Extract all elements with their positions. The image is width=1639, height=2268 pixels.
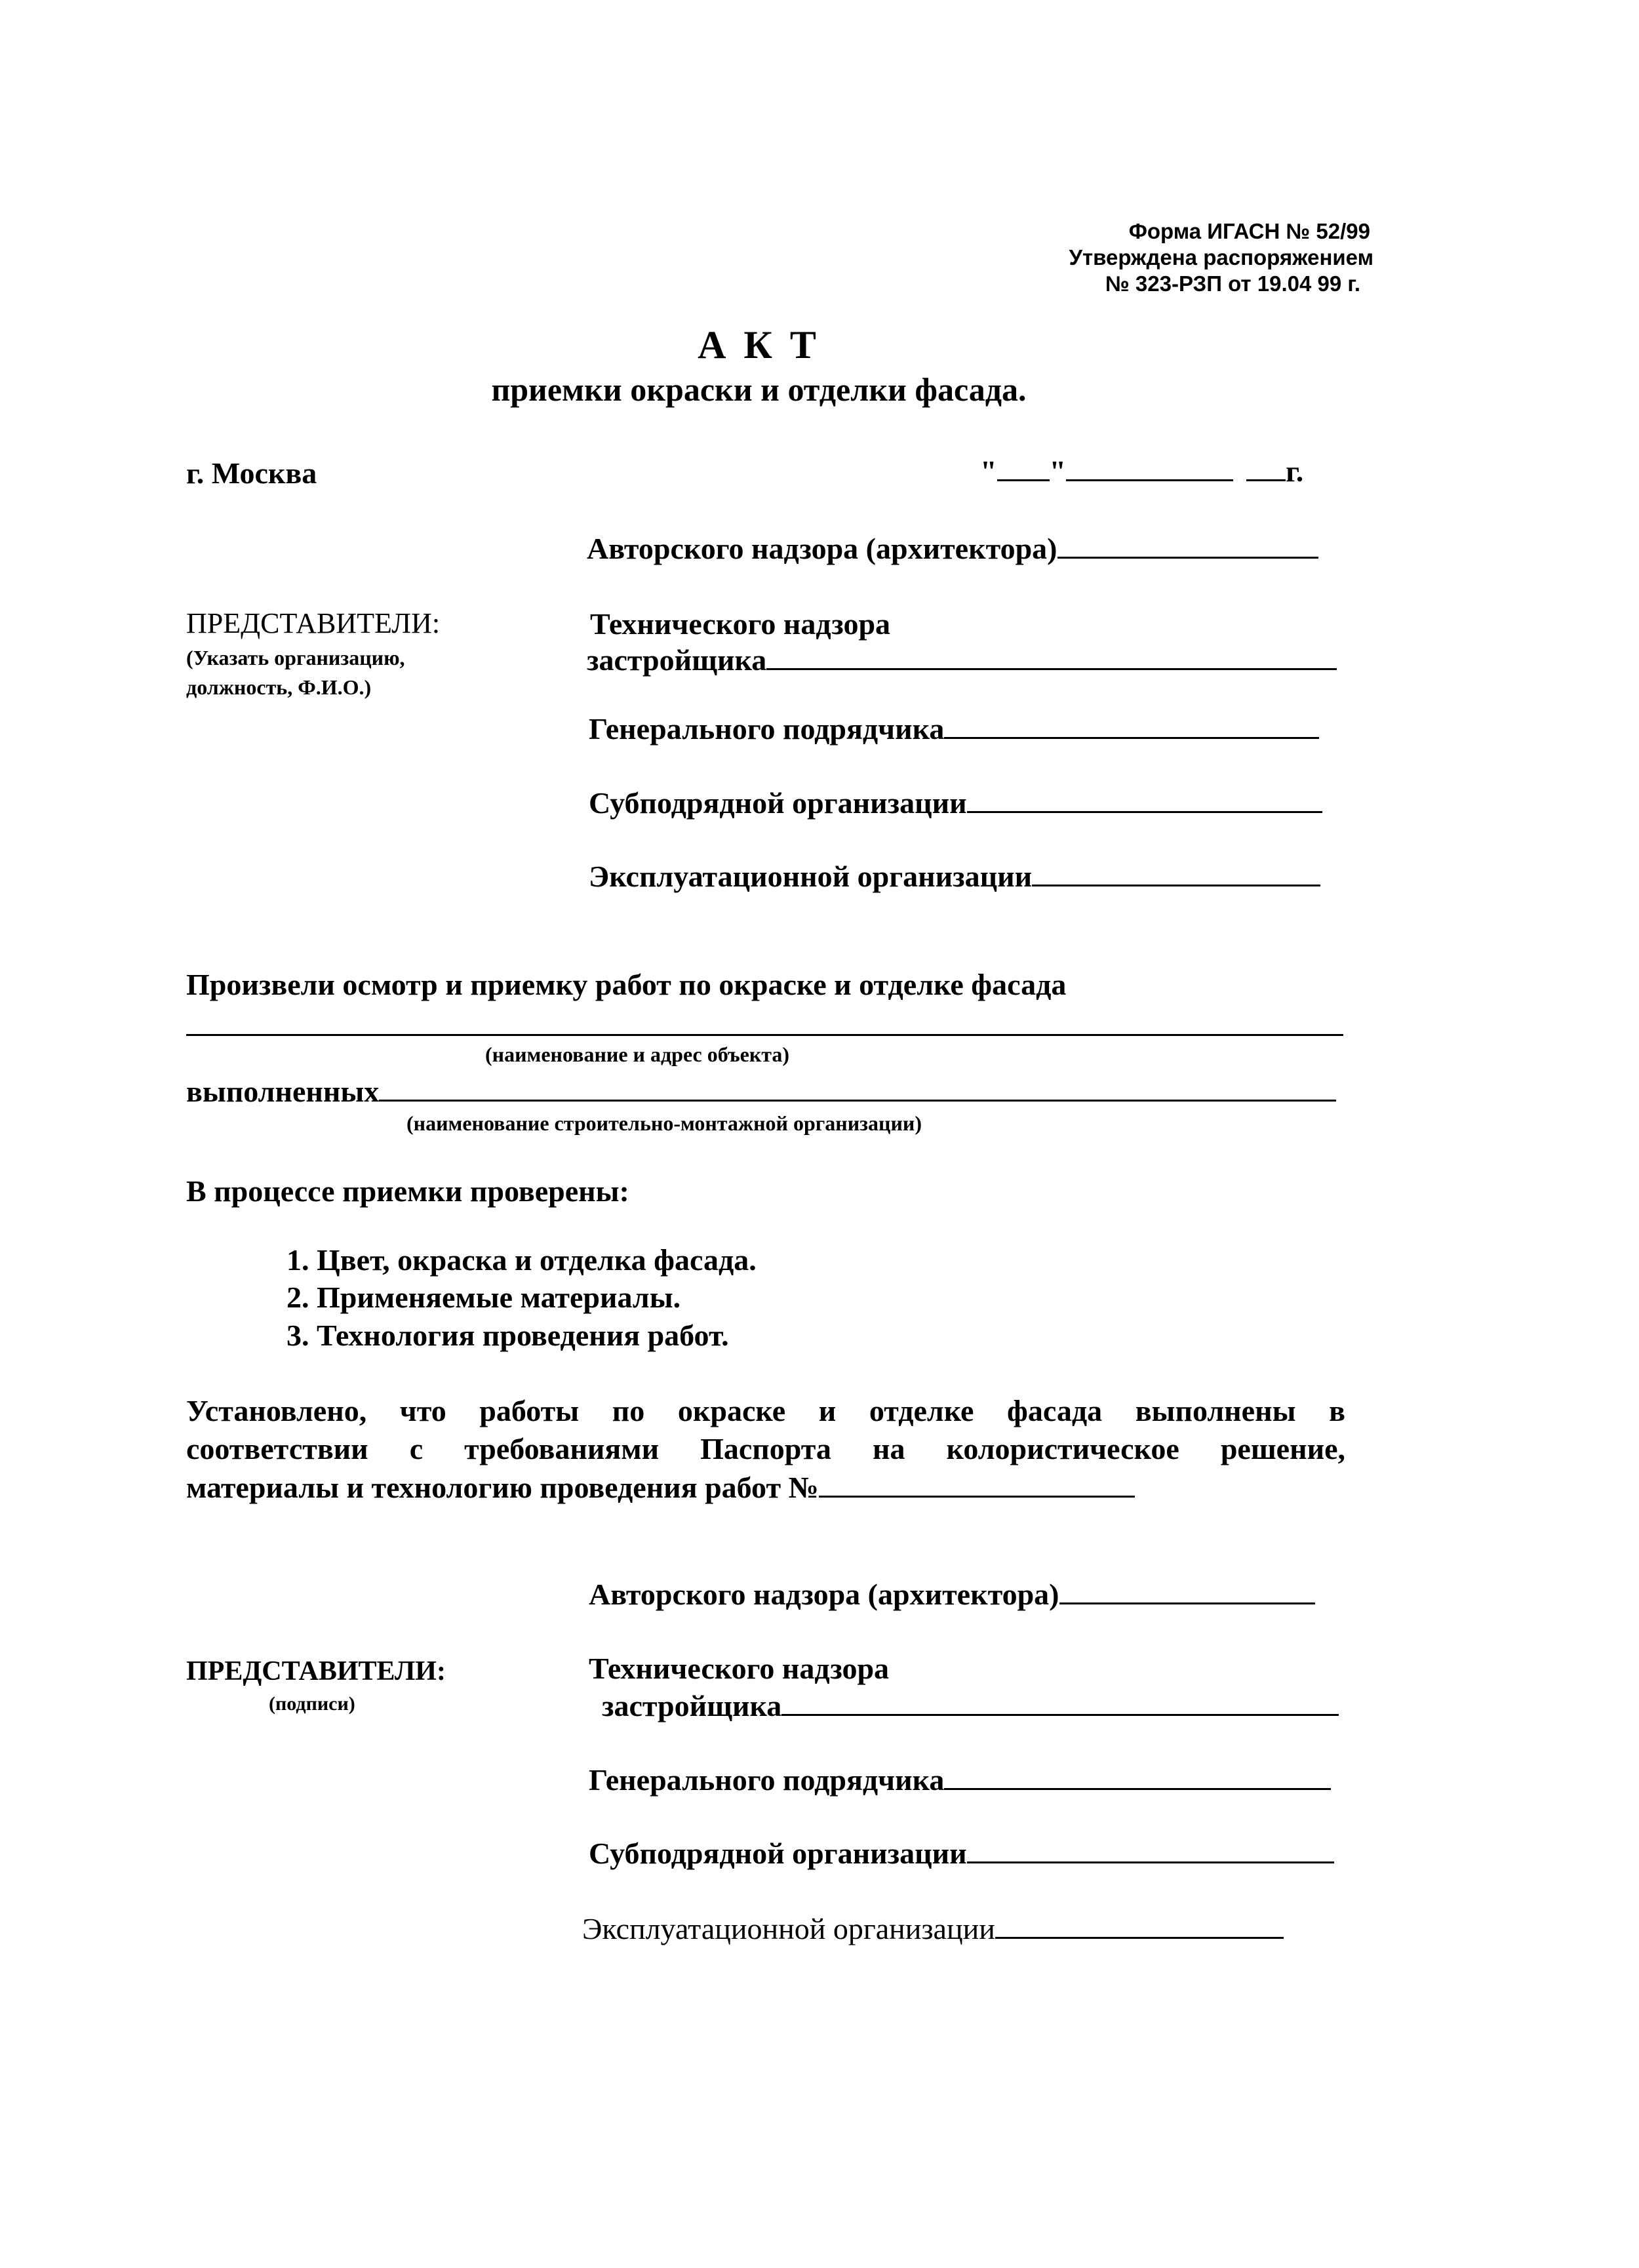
conclusion-word: окраске	[677, 1394, 786, 1427]
subcontractor-label: Субподрядной организации	[589, 786, 967, 820]
conclusion-word: колористическое	[946, 1432, 1179, 1465]
conclusion-word: Установлено,	[186, 1394, 367, 1427]
conclusion-word: по	[612, 1394, 645, 1427]
conclusion-line-3: материалы и технологию проведения работ №	[186, 1471, 819, 1504]
conclusion-word: и	[818, 1394, 837, 1427]
subcontractor-row[interactable]	[589, 786, 1322, 820]
date-field[interactable]	[980, 454, 1303, 488]
passport-number-row[interactable]	[186, 1470, 1135, 1505]
operating-org-label: Эксплуатационной организации	[589, 860, 1033, 893]
representatives-note-1: (Указать организацию,	[186, 646, 405, 669]
representatives-label: ПРЕДСТАВИТЕЛИ:	[186, 607, 441, 639]
developer-label: застройщика	[587, 643, 767, 677]
date-quote-open: "	[980, 454, 997, 488]
sign-author-supervision-label: Авторского надзора (архитектора)	[589, 1578, 1059, 1611]
conclusion-word: Паспорта	[700, 1432, 831, 1465]
conclusion-word: в	[1329, 1394, 1345, 1427]
sign-tech-supervision-row[interactable]	[589, 1688, 1339, 1723]
sign-tech-supervision-label: Технического надзора	[589, 1652, 890, 1685]
tech-supervision-row[interactable]	[587, 643, 1337, 677]
document-title: А К Т	[698, 323, 820, 367]
general-contractor-row[interactable]	[589, 711, 1319, 746]
performed-label: выполненных	[186, 1075, 380, 1108]
conclusion-word: что	[399, 1394, 446, 1427]
form-number: Форма ИГАСН № 52/99	[1128, 219, 1370, 243]
conclusion-word: фасада	[1007, 1394, 1103, 1427]
approval-line: Утверждена распоряжением	[1069, 245, 1373, 269]
sign-author-supervision-row[interactable]	[589, 1577, 1315, 1612]
conclusion-word: выполнены	[1135, 1394, 1296, 1427]
conclusion-word: соответствии	[186, 1432, 368, 1465]
order-reference: № 323-РЗП от 19.04 99 г.	[1105, 271, 1360, 296]
conclusion-word: с	[409, 1432, 424, 1465]
author-supervision-row[interactable]	[587, 531, 1318, 566]
signatures-note: (подписи)	[269, 1693, 355, 1715]
date-quote-close: "	[1049, 454, 1067, 488]
tech-supervision-label: Технического надзора	[590, 607, 891, 641]
inspection-intro: Произвели осмотр и приемку работ по окраске и отделке фасада	[186, 968, 1067, 1001]
representatives-note-2: должность, Ф.И.О.)	[186, 675, 372, 699]
sign-general-contractor-label: Генерального подрядчика	[589, 1763, 945, 1797]
sign-operating-org-label: Эксплуатационной организации	[582, 1912, 995, 1945]
object-caption: (наименование и адрес объекта)	[485, 1043, 790, 1066]
conclusion-word: решение,	[1220, 1432, 1345, 1465]
sign-operating-org-row[interactable]	[582, 1911, 1284, 1946]
object-name-line[interactable]	[186, 1034, 1343, 1036]
conclusion-word: на	[872, 1432, 905, 1465]
conclusion-word: требованиями	[464, 1432, 660, 1465]
checked-item: 1. Цвет, окраска и отделка фасада.	[286, 1243, 757, 1277]
sign-developer-label: застройщика	[602, 1689, 782, 1722]
sign-subcontractor-label: Субподрядной организации	[589, 1837, 967, 1870]
org-caption: (наименование строительно-монтажной организации)	[406, 1111, 922, 1135]
conclusion-word: отделке	[869, 1394, 974, 1427]
conclusion-line-2	[186, 1431, 1345, 1466]
checked-item: 2. Применяемые материалы.	[286, 1281, 681, 1314]
checked-heading: В процессе приемки проверены:	[186, 1174, 629, 1208]
conclusion-line-1	[186, 1393, 1345, 1428]
document-subtitle: приемки окраски и отделки фасада.	[491, 371, 1027, 408]
checked-item: 3. Технология проведения работ.	[286, 1319, 729, 1352]
signatures-label: ПРЕДСТАВИТЕЛИ:	[186, 1656, 446, 1686]
author-supervision-label: Авторского надзора (архитектора)	[587, 532, 1057, 565]
general-contractor-label: Генерального подрядчика	[589, 712, 945, 746]
performed-row[interactable]	[186, 1074, 1336, 1109]
city: г. Москва	[186, 456, 317, 490]
operating-org-row[interactable]	[589, 859, 1320, 894]
date-year-suffix: г.	[1286, 454, 1304, 488]
conclusion-word: работы	[479, 1394, 580, 1427]
sign-general-contractor-row[interactable]	[589, 1762, 1331, 1797]
sign-subcontractor-row[interactable]	[589, 1836, 1334, 1871]
